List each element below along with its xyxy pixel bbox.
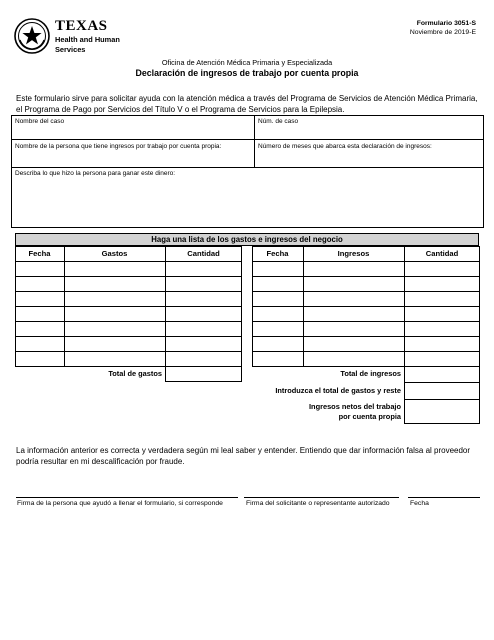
col-header-amount: Cantidad [425, 249, 459, 258]
table-cell[interactable] [65, 322, 165, 336]
col-header-income: Ingresos [337, 249, 370, 258]
logo-subtitle-1: Health and Human [55, 35, 120, 44]
table-cell[interactable] [304, 277, 404, 291]
table-cell[interactable] [253, 277, 303, 291]
intro-paragraph: Este formulario sirve para solicitar ayuda con la atención médica a través del Programa de Servicios de Atención Médica Primaria, el Programa de Pago por Servicios del Título V o el Programa de Servicios para la Epilepsia. [16, 94, 478, 114]
table-cell[interactable] [166, 307, 242, 321]
table-cell[interactable] [253, 337, 303, 351]
divider [11, 139, 484, 140]
table-cell[interactable] [65, 337, 165, 351]
table-cell[interactable] [405, 262, 480, 276]
col-header-date: Fecha [266, 249, 289, 258]
table-cell[interactable] [304, 262, 404, 276]
table-cell[interactable] [65, 262, 165, 276]
divider [254, 115, 255, 167]
net-income-label [250, 402, 401, 421]
agency-logo-text [55, 19, 120, 54]
helper-signature-field[interactable]: Firma de la persona que ayudó a llenar el formulario, si corresponde [17, 500, 223, 507]
case-name-field[interactable]: Nombre del caso [15, 118, 65, 125]
net-income-label-line2: por cuenta propia [338, 411, 401, 421]
table-cell[interactable] [253, 292, 303, 306]
table-cell[interactable] [304, 352, 404, 366]
months-field[interactable]: Número de meses que abarca esta declaración de ingresos: [258, 143, 432, 150]
signature-line [16, 497, 238, 498]
person-name-field[interactable]: Nombre de la persona que tiene ingresos por trabajo por cuenta propia: [15, 143, 222, 150]
signature-line [244, 497, 399, 498]
table-cell[interactable] [304, 307, 404, 321]
description-field[interactable]: Describa lo que hizo la persona para ganar este dinero: [15, 170, 176, 177]
certification-statement: La información anterior es correcta y verdadera según mi leal saber y entender. Entiendo que dar información falsa al proveedor podría resultar en mi descalificación por fraude. [16, 446, 471, 466]
table-cell[interactable] [405, 352, 480, 366]
date-field[interactable]: Fecha [410, 500, 429, 507]
table-cell[interactable] [16, 307, 64, 321]
total-expenses-input[interactable] [165, 366, 242, 382]
form-number: Formulario 3051-S [416, 20, 476, 27]
subtract-total-input[interactable] [405, 383, 479, 399]
table-cell[interactable] [304, 337, 404, 351]
table-cell[interactable] [65, 292, 165, 306]
divider [11, 167, 484, 168]
form-number-block [410, 20, 476, 37]
table-cell[interactable] [304, 322, 404, 336]
net-income-label-line1: Ingresos netos del trabajo [309, 402, 401, 411]
table-cell[interactable] [65, 352, 165, 366]
texas-seal-logo [14, 18, 50, 54]
table-cell[interactable] [166, 352, 242, 366]
office-name: Oficina de Atención Médica Primaria y Especializada [161, 58, 333, 67]
table-cell[interactable] [65, 307, 165, 321]
logo-title: TEXAS [55, 18, 108, 34]
table-cell[interactable] [166, 262, 242, 276]
table-cell[interactable] [166, 292, 242, 306]
table-cell[interactable] [166, 337, 242, 351]
table-cell[interactable] [166, 277, 242, 291]
total-expenses-label: Total de gastos [108, 369, 162, 378]
table-cell[interactable] [253, 352, 303, 366]
table-cell[interactable] [405, 277, 480, 291]
table-cell[interactable] [16, 337, 64, 351]
table-cell[interactable] [304, 292, 404, 306]
net-income-input[interactable] [405, 400, 479, 423]
table-cell[interactable] [405, 307, 480, 321]
table-cell[interactable] [405, 292, 480, 306]
signature-line [408, 497, 480, 498]
col-header-amount: Cantidad [187, 249, 220, 258]
table-cell[interactable] [65, 277, 165, 291]
form-date: Noviembre de 2019-E [409, 28, 476, 36]
table-cell[interactable] [405, 337, 480, 351]
total-income-label: Total de ingresos [340, 369, 401, 378]
logo-subtitle-2: Services [55, 45, 86, 55]
col-header-date: Fecha [28, 249, 51, 258]
table-cell[interactable] [253, 322, 303, 336]
case-number-field[interactable]: Núm. de caso [258, 118, 299, 125]
table-cell[interactable] [16, 352, 64, 366]
table-cell[interactable] [16, 292, 64, 306]
page-title: Declaración de ingresos de trabajo por cuenta propia [135, 68, 359, 78]
table-cell[interactable] [253, 307, 303, 321]
table-cell[interactable] [16, 262, 64, 276]
total-income-input[interactable] [405, 367, 479, 382]
applicant-signature-field[interactable]: Firma del solicitante o representante autorizado [246, 500, 390, 507]
ledger-title: Haga una lista de los gastos e ingresos del negocio [15, 233, 479, 246]
table-cell[interactable] [166, 322, 242, 336]
col-header-expenses: Gastos [101, 249, 128, 258]
table-cell[interactable] [405, 322, 480, 336]
table-cell[interactable] [253, 262, 303, 276]
enter-total-label: Introduzca el total de gastos y reste [275, 386, 401, 395]
table-cell[interactable] [16, 277, 64, 291]
table-cell[interactable] [16, 322, 64, 336]
